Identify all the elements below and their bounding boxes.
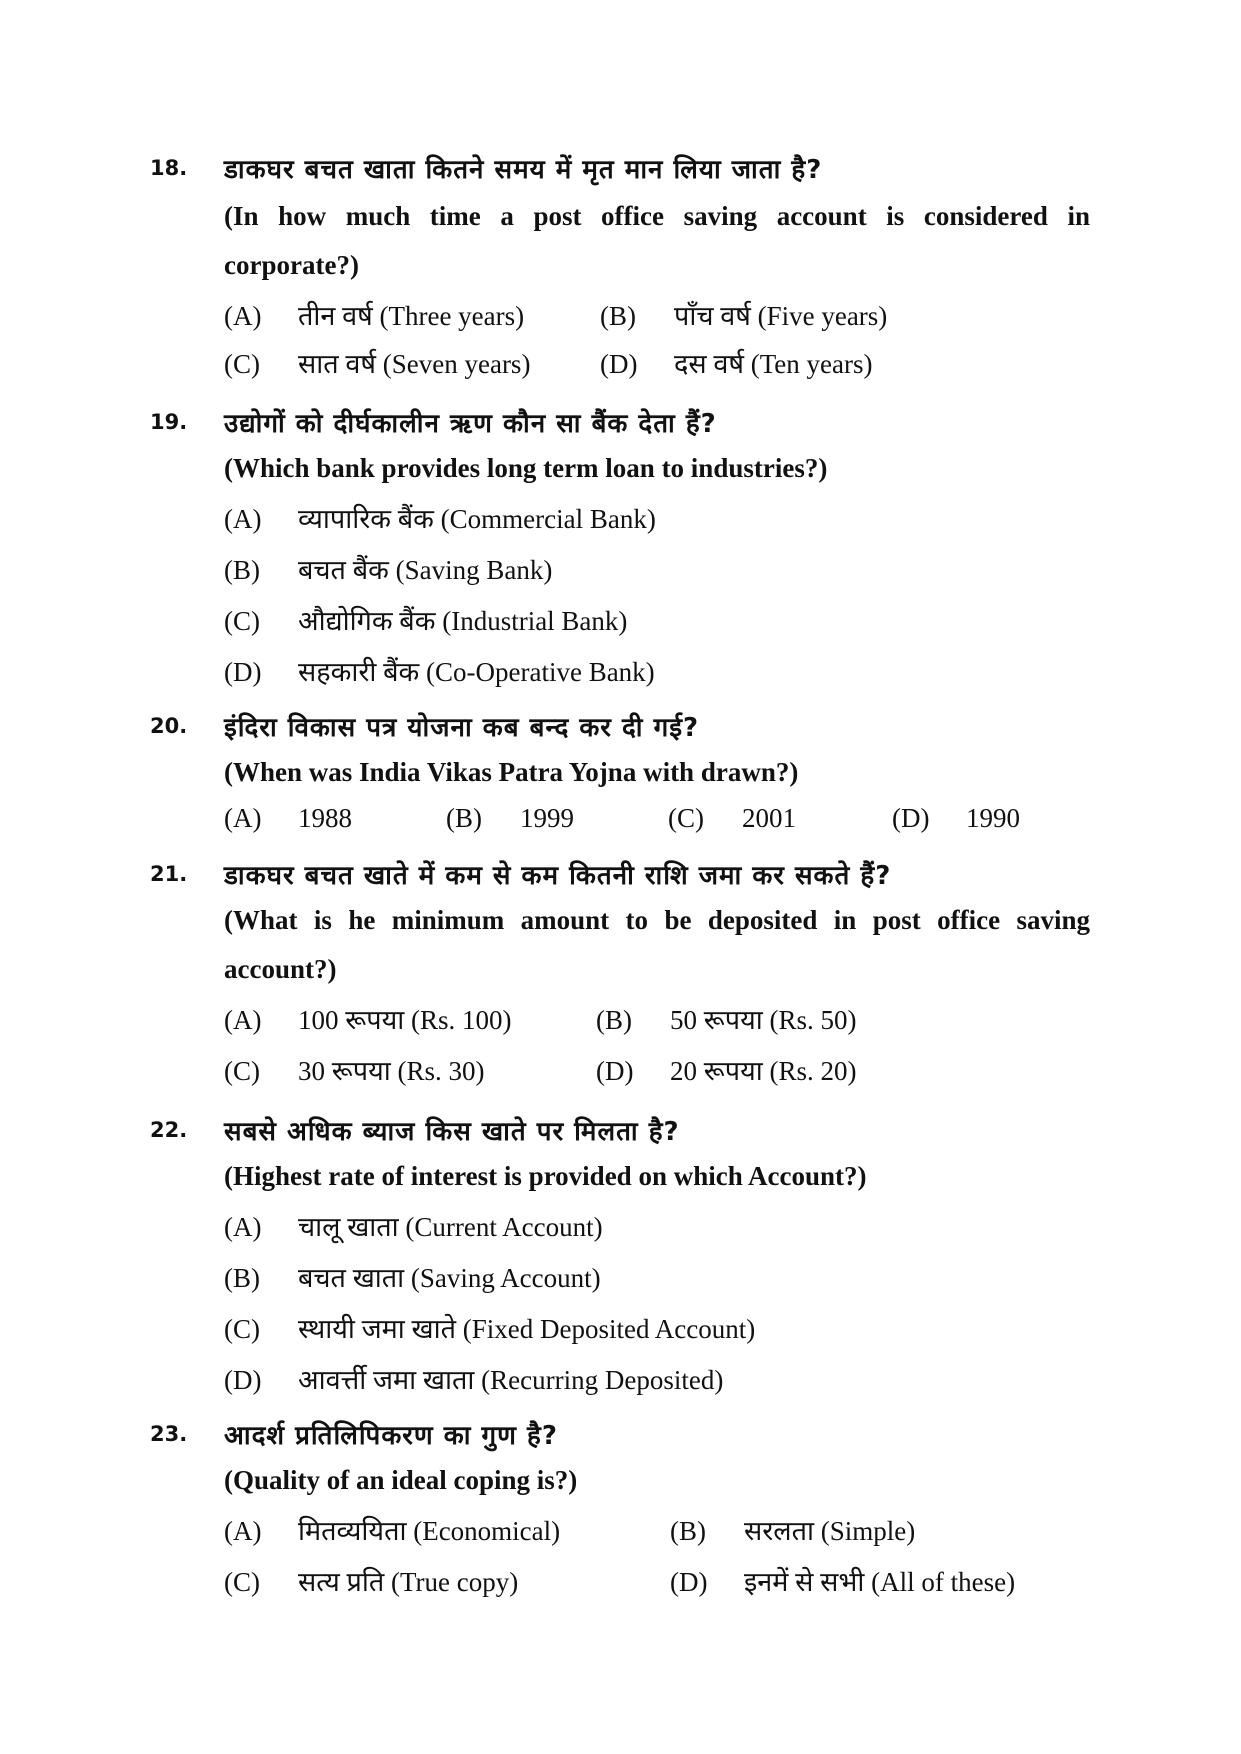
option-a [224, 1000, 511, 1037]
option-text: दस वर्ष (Ten years) [674, 349, 873, 379]
option-a [224, 499, 656, 536]
question-hindi-text: डाकघर बचत खाता कितने समय में मृत मान लिया जाता है? [224, 155, 823, 185]
option-label: (C) [668, 803, 704, 833]
option-label: (B) [670, 1516, 706, 1546]
question-hindi-text: आदर्श प्रतिलिपिकरण का गुण है? [224, 1421, 558, 1451]
option-text: सात वर्ष (Seven years) [298, 349, 531, 379]
option-text: 1988 [298, 803, 352, 833]
option-text: व्यापारिक बैंक (Commercial Bank) [298, 504, 656, 534]
option-text: 50 रूपया (Rs. 50) [670, 1005, 857, 1035]
option-label: (D) [600, 349, 638, 379]
question-number: 19. [150, 410, 188, 434]
option-d [596, 1051, 856, 1088]
option-text: 1990 [966, 803, 1020, 833]
question-number: 23. [150, 1422, 188, 1446]
option-text: पाँच वर्ष (Five years) [674, 301, 888, 331]
option-label: (D) [892, 803, 930, 833]
option-label: (D) [224, 1365, 262, 1395]
option-label: (A) [224, 301, 262, 331]
question-number: 22. [150, 1118, 188, 1142]
option-text: स्थायी जमा खाते (Fixed Deposited Account) [298, 1314, 756, 1344]
option-text: औद्योगिक बैंक (Industrial Bank) [298, 606, 628, 636]
question-english-text: (Which bank provides long term loan to industries?) [224, 453, 828, 483]
option-label: (C) [224, 1314, 260, 1344]
option-text: तीन वर्ष (Three years) [298, 301, 525, 331]
option-b [600, 296, 887, 333]
option-a [224, 296, 524, 333]
option-label: (B) [224, 1263, 260, 1293]
option-text: बचत बैंक (Saving Bank) [298, 555, 553, 585]
option-a [224, 1207, 603, 1244]
question-number: 18. [150, 156, 188, 180]
option-b [446, 803, 574, 834]
option-d [224, 652, 655, 689]
option-text: सहकारी बैंक (Co-Operative Bank) [298, 657, 655, 687]
option-text: सरलता (Simple) [744, 1516, 916, 1546]
option-d [670, 1562, 1015, 1599]
option-b [224, 550, 552, 587]
option-d [224, 1360, 723, 1397]
option-b [670, 1511, 915, 1548]
option-text: 30 रूपया (Rs. 30) [298, 1056, 485, 1086]
option-a [224, 803, 352, 834]
option-label: (C) [224, 349, 260, 379]
option-text: मितव्ययिता (Economical) [298, 1516, 561, 1546]
option-label: (C) [224, 606, 260, 636]
option-label: (B) [446, 803, 482, 833]
option-label: (C) [224, 1567, 260, 1597]
question-english-text: (Highest rate of interest is provided on which Account?) [224, 1161, 867, 1191]
option-label: (D) [224, 657, 262, 687]
option-text: 100 रूपया (Rs. 100) [298, 1005, 512, 1035]
option-b [596, 1000, 856, 1037]
option-label: (B) [224, 555, 260, 585]
question-number: 21. [150, 862, 188, 886]
option-c [224, 601, 627, 638]
question-english-text: (In how much time a post office saving account is considered in corporate?) [224, 201, 1090, 280]
question-english-text: (Quality of an ideal coping is?) [224, 1465, 578, 1495]
option-d [600, 344, 873, 381]
option-text: बचत खाता (Saving Account) [298, 1263, 601, 1293]
option-label: (A) [224, 504, 262, 534]
option-c [224, 1051, 484, 1088]
option-c [224, 1309, 755, 1346]
option-c [224, 1562, 518, 1599]
option-label: (A) [224, 1005, 262, 1035]
option-c [668, 803, 796, 834]
option-label: (A) [224, 803, 262, 833]
question-hindi-text: इंदिरा विकास पत्र योजना कब बन्द कर दी गई? [224, 713, 700, 743]
option-text: चालू खाता (Current Account) [298, 1212, 603, 1242]
option-text: 20 रूपया (Rs. 20) [670, 1056, 857, 1086]
question-english-text: (When was India Vikas Patra Yojna with drawn?) [224, 757, 799, 787]
option-label: (A) [224, 1212, 262, 1242]
question-number: 20. [150, 714, 188, 738]
question-hindi-text: डाकघर बचत खाते में कम से कम कितनी राशि जमा कर सकते हैं? [224, 861, 892, 891]
option-label: (C) [224, 1056, 260, 1086]
option-label: (D) [670, 1567, 708, 1597]
question-hindi-text: सबसे अधिक ब्याज किस खाते पर मिलता है? [224, 1117, 680, 1147]
option-d [892, 803, 1020, 834]
option-text: 1999 [520, 803, 574, 833]
option-text: सत्य प्रति (True copy) [298, 1567, 519, 1597]
question-hindi-text: उद्योगों को दीर्घकालीन ऋण कौन सा बैंक देता हैं? [224, 409, 717, 439]
option-c [224, 344, 530, 381]
option-label: (D) [596, 1056, 634, 1086]
option-text: 2001 [742, 803, 796, 833]
option-b [224, 1258, 601, 1295]
option-label: (B) [600, 301, 636, 331]
option-label: (A) [224, 1516, 262, 1546]
option-a [224, 1511, 560, 1548]
option-text: आवर्त्ती जमा खाता (Recurring Deposited) [298, 1365, 724, 1395]
question-english-text: (What is he minimum amount to be deposited in post office saving account?) [224, 905, 1090, 984]
option-label: (B) [596, 1005, 632, 1035]
option-text: इनमें से सभी (All of these) [744, 1567, 1016, 1597]
